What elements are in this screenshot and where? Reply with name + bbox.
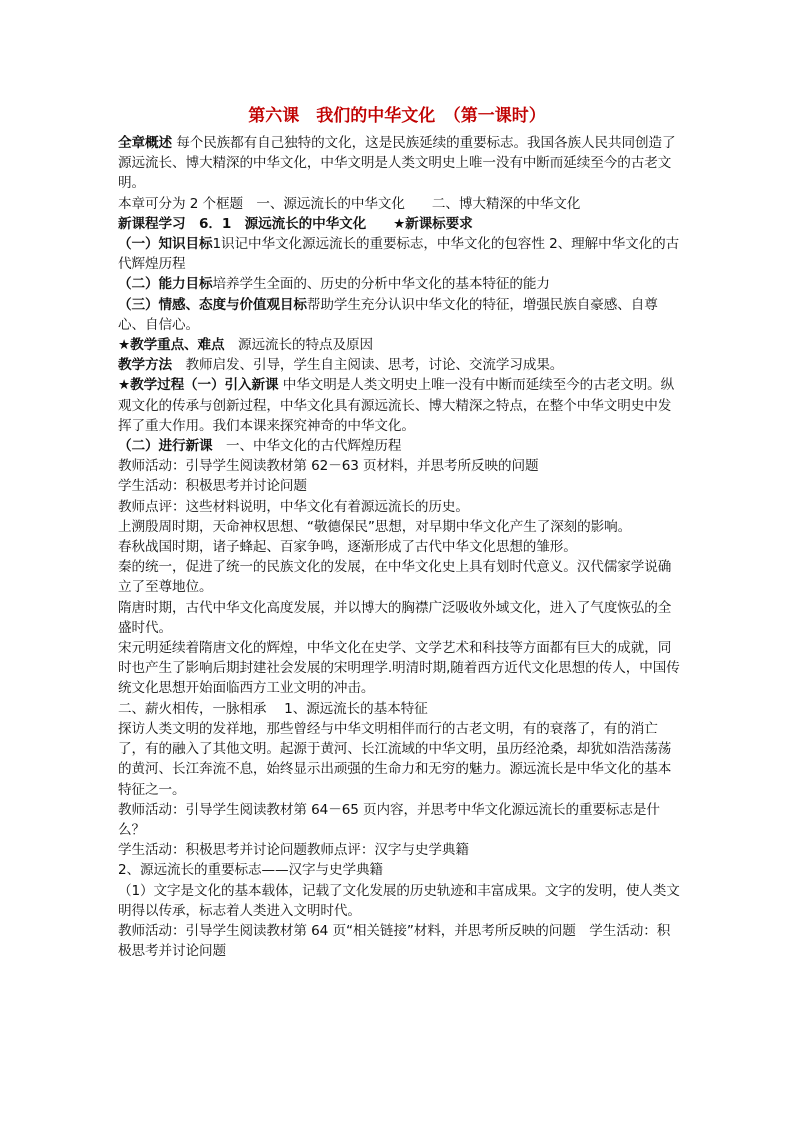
frames-line: 本章可分为 2 个框题 一、源远流长的中华文化 二、博大精深的中华文化	[118, 195, 581, 212]
new-class-label: （二）进行新课	[118, 438, 213, 455]
history-song-yuan-ming: 宋元明延续着隋唐文化的辉煌，中华文化在史学、文学艺术和科技等方面都有巨大的成就，同时也产生了影响后期封建社会发展的宋明理学.明清时期,随着西方近代文化思想的传人，中国传统文化思想开始面临西方工业文明的冲击。	[118, 640, 680, 697]
teaching-method	[118, 355, 680, 375]
section-2-paragraph: 探访人类文明的发祥地，那些曾经与中华文明相伴而行的古老文明，有的衰落了，有的消亡了，有的融入了其他文明。起源于黄河、长江流域的中华文明，虽历经沧桑，却犹如浩浩荡荡的黄河、长江奔流不息，始终显示出顽强的生命力和无穷的魅力。源远流长是中华文化的基本特征之一。	[118, 720, 672, 798]
student-activity-2: 学生活动：积极思考并讨论问题教师点评：汉字与史学典籍	[118, 842, 469, 859]
document-body	[118, 133, 680, 961]
teaching-process-label: ★教学过程（一）引入新课	[118, 377, 279, 394]
goal-emotion-text: 帮助学生充分认识中华文化的特征，增强民族自豪感、自尊心、自信心。	[118, 296, 658, 333]
overview-label: 全章概述	[118, 135, 172, 151]
goal-emotion	[118, 295, 680, 335]
goal-knowledge	[118, 234, 680, 274]
teacher-comment-1: 教师点评：这些材料说明，中华文化有着源远流长的历史。	[118, 498, 469, 515]
new-class-text: 一、中华文化的古代辉煌历程	[212, 438, 402, 455]
student-activity-1: 学生活动：积极思考并讨论问题	[118, 478, 307, 495]
goal-knowledge-text: 1识记中华文化源远流长的重要标志，中华文化的包容性 2、理解中华文化的古代辉煌历程	[118, 236, 680, 273]
goal-knowledge-label: （一）知识目标	[118, 236, 213, 253]
history-sui-tang: 隋唐时期，古代中华文化高度发展，并以博大的胸襟广泛吸收外域文化，进入了气度恢弘的全盛时代。	[118, 599, 672, 636]
teacher-activity-2: 教师活动：引导学生阅读教材第 64－65 页内容，并思考中华文化源远流长的重要标志是什么？	[118, 801, 660, 838]
overview-paragraph	[118, 133, 680, 194]
teaching-process	[118, 375, 680, 436]
section-2-heading: 二、薪火相传，一脉相承 1、源远流长的基本特征	[118, 700, 428, 717]
overview-text: 每个民族都有自己独特的文化，这是民族延续的重要标志。我国各族人民共同创造了源远流长、博大精深的中华文化，中华文明是人类文明史上唯一没有中断而延续至今的古老文明。	[118, 135, 676, 192]
goal-ability-text: 培养学生全面的、历史的分析中华文化的基本特征的能力	[212, 276, 550, 293]
teacher-activity-1: 教师活动：引导学生阅读教材第 62－63 页材料，并思考所反映的问题	[118, 458, 539, 475]
teaching-method-text: 教师启发、引导，学生自主阅读、思考，讨论、交流学习成果。	[171, 357, 564, 374]
key-points-text: 源远流长的特点及原因	[224, 337, 373, 354]
new-lesson-heading: 新课程学习 6．1 源远流长的中华文化 ★新课标要求	[118, 215, 473, 232]
history-yin-zhou: 上溯殷周时期，天命神权思想、“敬德保民”思想，对早期中华文化产生了深刻的影响。	[118, 518, 632, 535]
new-class	[118, 436, 680, 456]
history-spring-autumn: 春秋战国时期，诸子蜂起、百家争鸣，逐渐形成了古代中华文化思想的雏形。	[118, 539, 577, 556]
key-points-label: ★教学重点、难点	[118, 337, 225, 354]
teacher-activity-3: 教师活动：引导学生阅读教材第 64 页“相关链接”材料，并思考所反映的问题 学生活动：积极思考并讨论问题	[118, 922, 671, 960]
history-qin-han: 秦的统一，促进了统一的民族文化的发展，在中华文化史上具有划时代意义。汉代儒家学说确立了至尊地位。	[118, 559, 672, 596]
goal-ability	[118, 274, 680, 294]
teaching-method-label: 教学方法	[118, 357, 172, 374]
key-points	[118, 335, 680, 355]
page-title: 第六课 我们的中华文化 （第一课时）	[248, 106, 546, 126]
teaching-process-text: 中华文明是人类文明史上唯一没有中断而延续至今的古老文明。纵观文化的传承与创新过程，中华文化具有源远流长、博大精深之特点，在整个中华文明史中发挥了重大作用。我们本课来探究神奇的中华文化。	[118, 377, 675, 434]
section-3-paragraph: （1）文字是文化的基本载体，记载了文化发展的历史轨迹和丰富成果。文字的发明，使人类文明得以传承，标志着人类进入文明时代。	[118, 882, 680, 919]
goal-emotion-label: （三）情感、态度与价值观目标	[118, 296, 307, 313]
goal-ability-label: （二）能力目标	[118, 276, 213, 293]
section-3-heading: 2、源远流长的重要标志——汉字与史学典籍	[118, 862, 383, 879]
